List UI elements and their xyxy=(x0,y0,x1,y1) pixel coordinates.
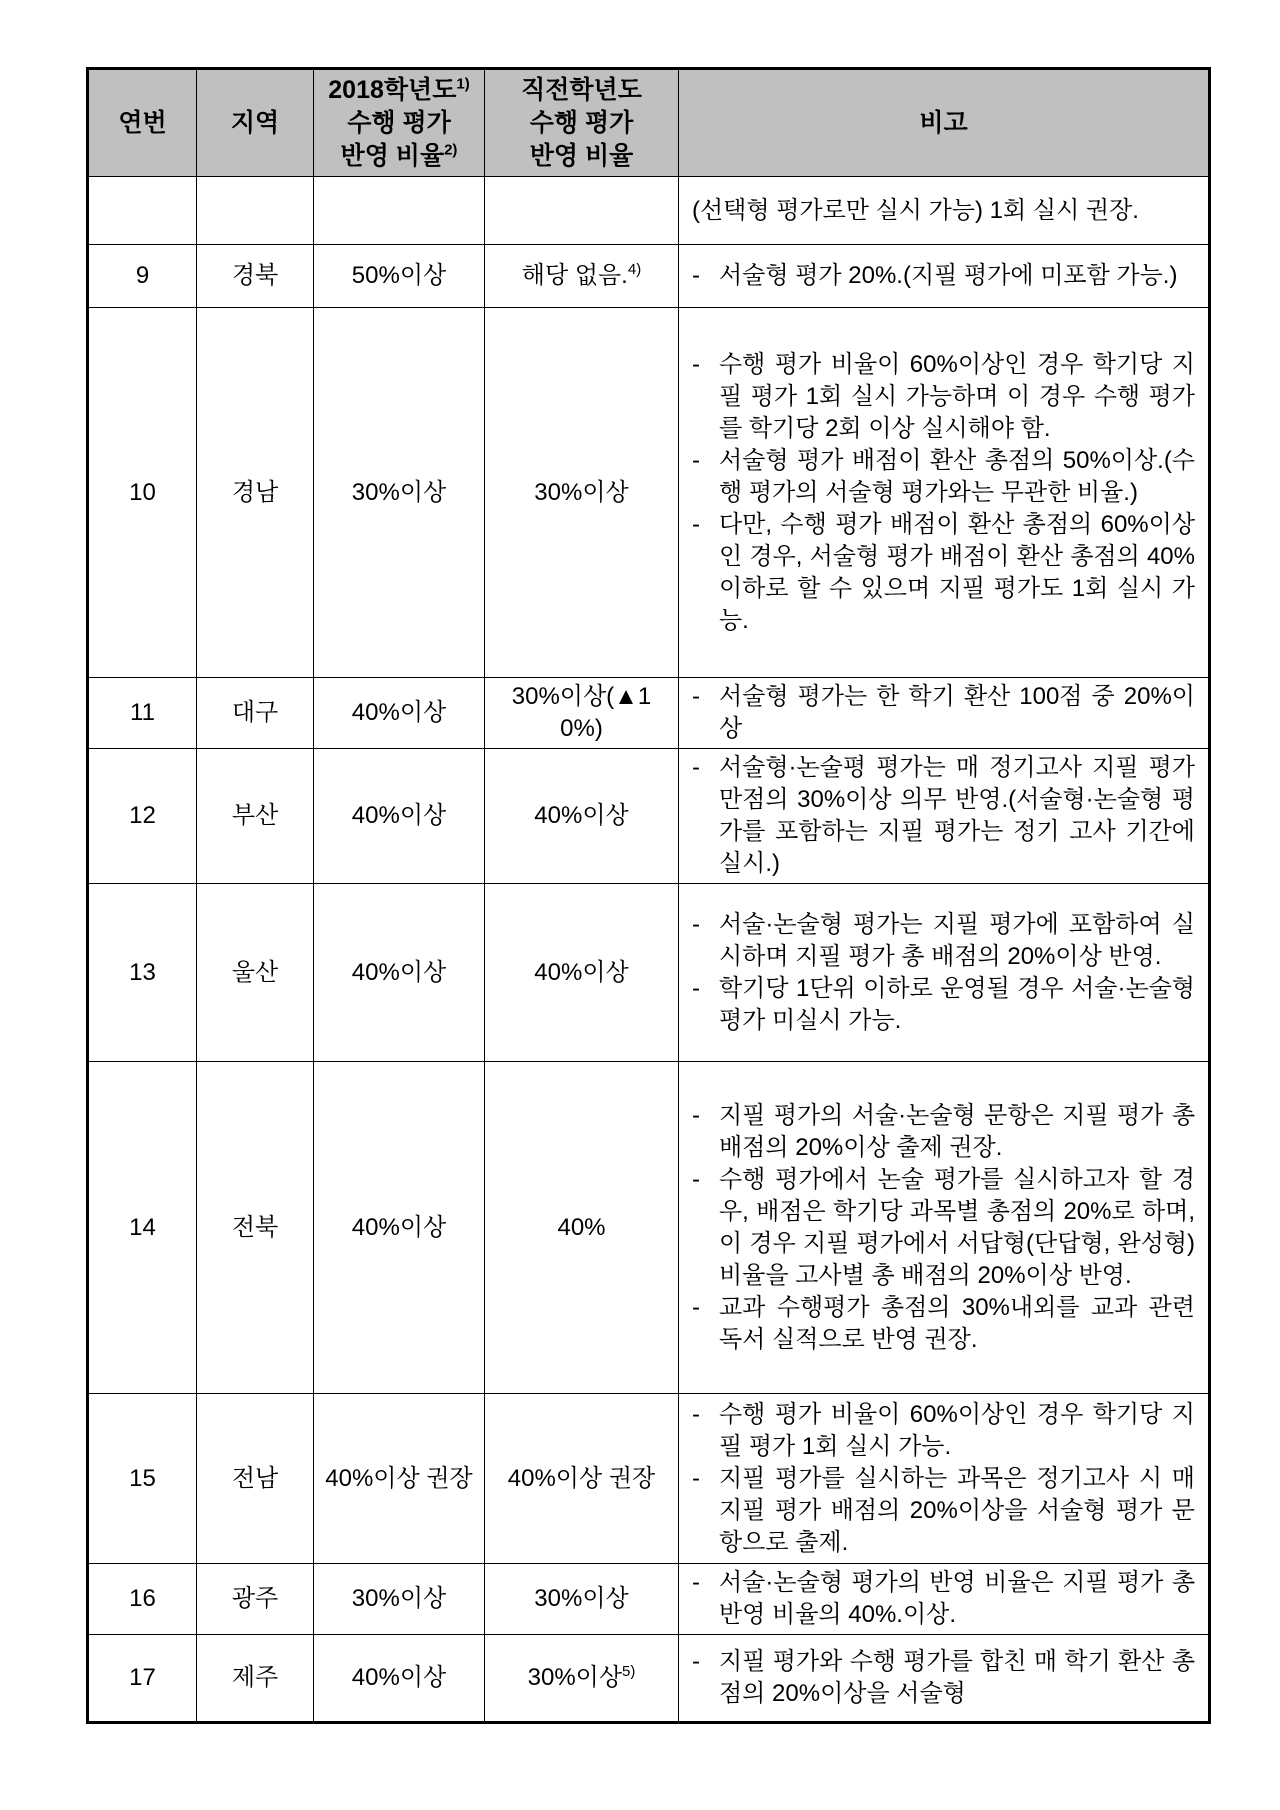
cell-region xyxy=(197,177,314,245)
dash-bullet: - xyxy=(692,974,700,1002)
cell-remarks xyxy=(679,245,1210,308)
dash-bullet: - xyxy=(692,683,700,710)
cell-no: 14 xyxy=(88,1062,197,1394)
remark-item: - 서술·논술형 평가의 반영 비율은 지필 평가 총 반영 비율의 40%.이상. xyxy=(692,1569,1195,1628)
table-row-12 xyxy=(88,749,1210,884)
cell-region: 울산 xyxy=(197,884,314,1062)
remark-item: (선택형 평가로만 실시 가능) 1회 실시 권장. xyxy=(692,196,1139,224)
cell-rate-prev: 40%이상 xyxy=(485,749,679,884)
header-col-region: 지역 xyxy=(197,69,314,177)
table-row-14 xyxy=(88,1062,1210,1394)
cell-remarks xyxy=(679,749,1210,884)
cell-no: 13 xyxy=(88,884,197,1062)
remark-item: - 서술형 평가 배점이 환산 총점의 50%이상.(수행 평가의 서술형 평가와는 무관한 비율.) xyxy=(692,446,1195,506)
cell-no xyxy=(88,177,197,245)
dash-bullet: - xyxy=(692,350,700,378)
dash-bullet: - xyxy=(692,1165,700,1193)
footnote-marker-4: 4) xyxy=(627,261,642,278)
table-row-15 xyxy=(88,1394,1210,1564)
table-row-17 xyxy=(88,1635,1210,1723)
cell-rate-prev: 30%이상 xyxy=(485,1564,679,1635)
remark-item: - 지필 평가를 실시하는 과목은 정기고사 시 매 지필 평가 배점의 20%이상을 서술형 평가 문항으로 출제. xyxy=(692,1464,1195,1556)
remark-item: - 지필 평가와 수행 평가를 합친 매 학기 환산 총점의 20%이상을 서술형 xyxy=(692,1648,1195,1707)
cell-region: 광주 xyxy=(197,1564,314,1635)
table-row-13 xyxy=(88,884,1210,1062)
cell-no: 12 xyxy=(88,749,197,884)
cell-rate-prev: 40%이상 권장 xyxy=(485,1394,679,1564)
footnote-marker-1: 1) xyxy=(456,75,470,93)
cell-no: 10 xyxy=(88,308,197,678)
cell-rate-2018: 40%이상 xyxy=(314,1635,485,1723)
dash-bullet: - xyxy=(692,1569,700,1596)
header-col-no: 연번 xyxy=(88,69,197,177)
cell-remarks xyxy=(679,308,1210,678)
cell-no: 17 xyxy=(88,1635,197,1723)
table-header xyxy=(88,69,1210,177)
remark-item: - 학기당 1단위 이하로 운영될 경우 서술·논술형 평가 미실시 가능. xyxy=(692,974,1195,1034)
footnote-marker-2: 2) xyxy=(444,141,458,159)
remark-item: - 서술형 평가는 한 학기 환산 100점 중 20%이상 xyxy=(692,683,1195,742)
header-row xyxy=(88,69,1210,177)
evaluation-ratio-table-wrap xyxy=(86,67,1211,1724)
cell-rate-2018: 40%이상 xyxy=(314,749,485,884)
remark-item: - 서술·논술형 평가는 지필 평가에 포함하여 실시하며 지필 평가 총 배점의 20%이상 반영. xyxy=(692,910,1195,970)
table-row-10 xyxy=(88,308,1210,678)
remark-item: - 수행 평가 비율이 60%이상인 경우 학기당 지필 평가 1회 실시 가능. xyxy=(692,1400,1195,1460)
table-row-11 xyxy=(88,678,1210,749)
cell-rate-2018: 30%이상 xyxy=(314,308,485,678)
cell-region: 전남 xyxy=(197,1394,314,1564)
cell-region: 경북 xyxy=(197,245,314,308)
cell-rate-prev xyxy=(485,177,679,245)
evaluation-ratio-table xyxy=(86,67,1211,1724)
dash-bullet: - xyxy=(692,1648,700,1675)
cell-rate-2018: 40%이상 xyxy=(314,678,485,749)
cell-rate-prev: 30%이상$^{5)}$ xyxy=(485,1635,679,1723)
cell-region: 경남 xyxy=(197,308,314,678)
cell-no: 15 xyxy=(88,1394,197,1564)
header-col-remarks: 비고 xyxy=(679,69,1210,177)
dash-bullet: - xyxy=(692,910,700,938)
table-row-16 xyxy=(88,1564,1210,1635)
dash-bullet: - xyxy=(692,754,700,781)
cell-remarks xyxy=(679,1635,1210,1723)
cell-region: 대구 xyxy=(197,678,314,749)
dash-bullet: - xyxy=(692,510,700,538)
cell-region: 부산 xyxy=(197,749,314,884)
remark-item: - 지필 평가의 서술·논술형 문항은 지필 평가 총 배점의 20%이상 출제 권장. xyxy=(692,1101,1195,1161)
cell-rate-2018: 30%이상 xyxy=(314,1564,485,1635)
cell-rate-2018: 40%이상 xyxy=(314,884,485,1062)
cell-region: 전북 xyxy=(197,1062,314,1394)
table-row-continuation xyxy=(88,177,1210,245)
cell-region: 제주 xyxy=(197,1635,314,1723)
cell-rate-2018: 40%이상 xyxy=(314,1062,485,1394)
cell-remarks xyxy=(679,1564,1210,1635)
remark-item: - 서술형·논술평 평가는 매 정기고사 지필 평가 만점의 30%이상 의무 반영.(서술형·논술형 평가를 포함하는 지필 평가는 정기 고사 기간에 실시.) xyxy=(692,754,1195,877)
cell-rate-prev: 30%이상 xyxy=(485,308,679,678)
dash-bullet: - xyxy=(692,1101,700,1129)
table-row-9 xyxy=(88,245,1210,308)
header-col-2018-ratio: 2018학년도$^{1)}$ 수행 평가 반영 비율$^{2)}$ xyxy=(314,69,485,177)
cell-rate-prev: 30%이상(▲10%) xyxy=(485,678,679,749)
remark-item: - 다만, 수행 평가 배점이 환산 총점의 60%이상인 경우, 서술형 평가 배점이 환산 총점의 40%이하로 할 수 있으며 지필 평가도 1회 실시 가능. xyxy=(692,510,1195,634)
cell-rate-prev: 40%이상 xyxy=(485,884,679,1062)
dash-bullet: - xyxy=(692,446,700,474)
cell-remarks xyxy=(679,1394,1210,1564)
footnote-marker-5: 5) xyxy=(622,1663,636,1680)
dash-bullet: - xyxy=(692,1293,700,1321)
cell-remarks xyxy=(679,884,1210,1062)
cell-rate-prev: 40% xyxy=(485,1062,679,1394)
remark-item: - 수행 평가 비율이 60%이상인 경우 학기당 지필 평가 1회 실시 가능하며 이 경우 수행 평가를 학기당 2회 이상 실시해야 함. xyxy=(692,350,1195,442)
cell-no: 16 xyxy=(88,1564,197,1635)
header-col-prev-ratio: 직전학년도 수행 평가 반영 비율 xyxy=(485,69,679,177)
cell-remarks xyxy=(679,177,1210,245)
cell-no: 9 xyxy=(88,245,197,308)
cell-no: 11 xyxy=(88,678,197,749)
remark-item: - 서술형 평가 20%.(지필 평가에 미포함 가능.) xyxy=(692,260,1195,292)
remark-item: - 수행 평가에서 논술 평가를 실시하고자 할 경우, 배점은 학기당 과목별 총점의 20%로 하며, 이 경우 지필 평가에서 서답형(단답형, 완성형) 비율을 고사별 총 배점의 20%이상 반영. xyxy=(692,1165,1195,1289)
remark-item: - 교과 수행평가 총점의 30%내외를 교과 관련 독서 실적으로 반영 권장. xyxy=(692,1293,1195,1353)
dash-bullet: - xyxy=(692,1400,700,1428)
cell-rate-prev: 해당 없음.$^{4)}$ xyxy=(485,245,679,308)
cell-remarks xyxy=(679,1062,1210,1394)
cell-remarks xyxy=(679,678,1210,749)
cell-rate-2018: 40%이상 권장 xyxy=(314,1394,485,1564)
cell-rate-2018 xyxy=(314,177,485,245)
dash-bullet: - xyxy=(692,262,700,289)
dash-bullet: - xyxy=(692,1464,700,1492)
cell-rate-2018: 50%이상 xyxy=(314,245,485,308)
